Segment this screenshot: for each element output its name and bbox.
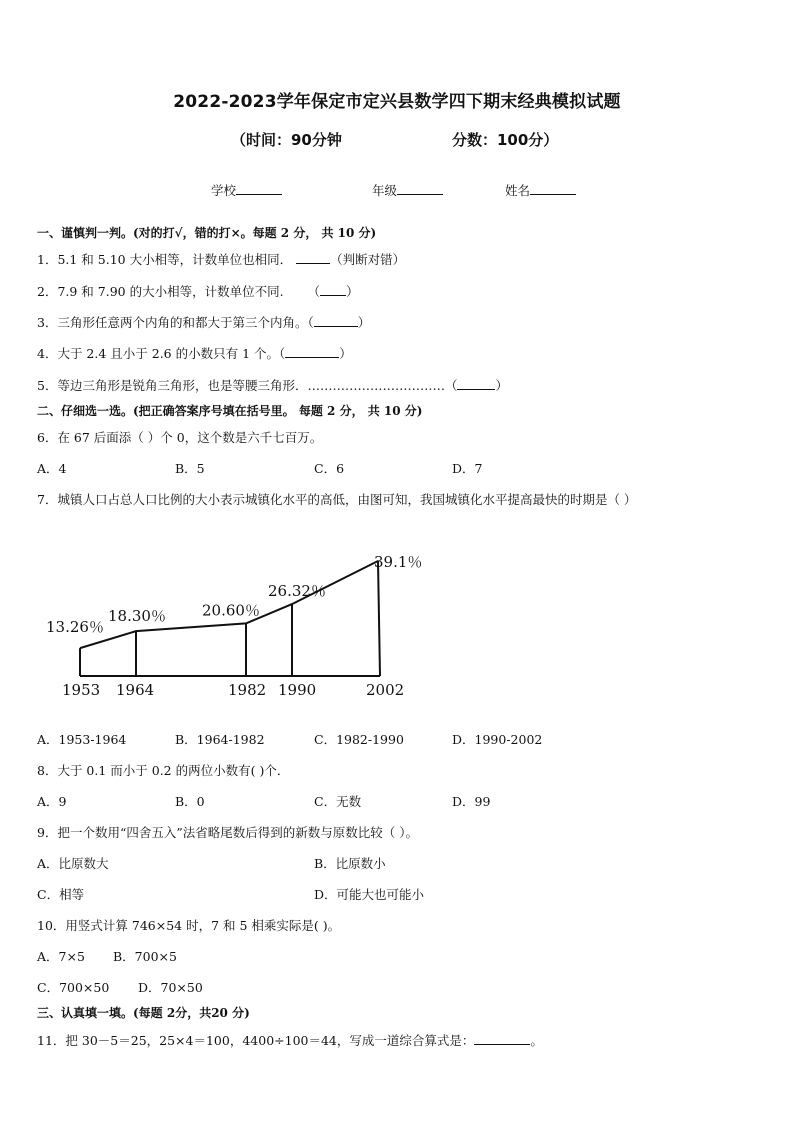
grade-field [372, 181, 443, 199]
chart-value-label: 39.1％ [374, 553, 423, 571]
q10-option-c[interactable]: C．700×50 [37, 980, 110, 995]
question-1 [37, 250, 405, 268]
chart-tick-label: 1964 [116, 681, 155, 699]
question-11-tail: 。 [530, 1033, 543, 1048]
question-3-text: 3．三角形任意两个内角的和都大于第三个内角。（ [37, 315, 314, 330]
question-3: 3．三角形任意两个内角的和都大于第三个内角。（ ） [37, 315, 371, 330]
chart-value-label: 18.30％ [108, 607, 166, 626]
chart-tick-label: 1982 [228, 681, 267, 699]
answer-blank-11[interactable] [474, 1033, 530, 1045]
chart-value-label: 26.32％ [268, 582, 326, 601]
q7-option-b[interactable]: B．1964-1982 [175, 732, 265, 747]
q8-option-b[interactable]: B．0 [175, 794, 205, 809]
q8-option-a[interactable]: A．9 [37, 794, 67, 809]
answer-blank-1[interactable] [296, 252, 330, 264]
chart-value-label: 13.26％ [46, 618, 104, 637]
school-blank[interactable] [236, 182, 282, 195]
urbanization-chart [30, 530, 450, 710]
q9-option-b[interactable]: B．比原数小 [314, 856, 386, 871]
name-blank[interactable] [530, 182, 576, 195]
question-1-text: 1．5.1 和 5.10 大小相等，计数单位也相同． [37, 252, 293, 267]
question-4: 4．大于 2.4 且小于 2.6 的小数只有 1 个。（ ） [37, 346, 352, 361]
chart-tick-label: 2002 [366, 681, 405, 699]
answer-blank-5[interactable] [457, 378, 495, 390]
question-11-text: 11．把 30－5＝25，25×4＝100，4400÷100＝44，写成一道综合算式是： [37, 1033, 475, 1048]
exam-time: （时间：90分钟 [231, 131, 342, 149]
question-2: 2．7.9 和 7.90 的大小相等，计数单位不同. （ ） [37, 284, 359, 299]
question-4-text: 4．大于 2.4 且小于 2.6 的小数只有 1 个。（ [37, 346, 286, 361]
question-1-tail: （判断对错） [330, 252, 406, 267]
q7-option-d[interactable]: D．1990-2002 [452, 732, 543, 747]
q8-option-d[interactable]: D．99 [452, 794, 491, 809]
section-heading-3: 三、认真填一填。(每题 2分，共20 分) [37, 1006, 250, 1020]
q9-option-d[interactable]: D．可能大也可能小 [314, 887, 425, 902]
name-label: 姓名 [505, 183, 531, 198]
chart-tick-label: 1990 [278, 681, 317, 699]
q6-option-c[interactable]: C．6 [314, 461, 345, 476]
answer-blank-4[interactable] [285, 346, 339, 358]
answer-blank-2[interactable] [320, 284, 346, 296]
q7-option-c[interactable]: C．1982-1990 [314, 732, 404, 747]
exam-score: 分数：100分） [452, 131, 559, 149]
page-title: 2022-2023学年保定市定兴县数学四下期末经典模拟试题 [173, 92, 621, 112]
q6-option-a[interactable]: A．4 [37, 461, 67, 476]
question-8: 8．大于 0.1 而小于 0.2 的两位小数有( )个． [37, 763, 290, 778]
chart-vertical-2002 [378, 561, 380, 676]
section-heading-1: 一、谨慎判一判。(对的打√，错的打×。每题 2 分， 共 10 分) [37, 226, 377, 240]
q10-option-b[interactable]: B．700×5 [113, 949, 177, 964]
question-6: 6．在 67 后面添（ ）个 0，这个数是六千七百万。 [37, 430, 323, 445]
school-field [211, 181, 282, 199]
answer-blank-3[interactable] [314, 315, 358, 327]
q10-option-a[interactable]: A．7×5 [37, 949, 85, 964]
chart-tick-label: 1953 [62, 681, 101, 699]
q8-option-c[interactable]: C．无数 [314, 794, 362, 809]
section-heading-2: 二、仔细选一选。(把正确答案序号填在括号里。 每题 2 分， 共 10 分) [37, 404, 423, 418]
q10-option-d[interactable]: D．70×50 [138, 980, 203, 995]
q6-option-b[interactable]: B．5 [175, 461, 205, 476]
question-2-text: 2．7.9 和 7.90 的大小相等，计数单位不同. [37, 284, 284, 299]
question-5: 5．等边三角形是锐角三角形，也是等腰三角形．……………………………（ ） [37, 378, 508, 393]
q9-option-a[interactable]: A．比原数大 [37, 856, 109, 871]
school-label: 学校 [211, 183, 237, 198]
chart-value-label: 20.60％ [202, 601, 260, 620]
q9-option-c[interactable]: C．相等 [37, 887, 85, 902]
q6-option-d[interactable]: D．7 [452, 461, 483, 476]
grade-label: 年级 [372, 183, 398, 198]
q7-option-a[interactable]: A．1953-1964 [37, 732, 127, 747]
grade-blank[interactable] [397, 182, 443, 195]
question-11 [37, 1031, 543, 1049]
name-field [505, 181, 576, 199]
question-5-text: 5．等边三角形是锐角三角形，也是等腰三角形．……………………………（ [37, 378, 458, 393]
question-10: 10．用竖式计算 746×54 时，7 和 5 相乘实际是( )。 [37, 918, 341, 933]
question-9: 9．把一个数用“四舍五入”法省略尾数后得到的新数与原数比较（ ）。 [37, 825, 418, 840]
question-7: 7．城镇人口占总人口比例的大小表示城镇化水平的高低，由图可知，我国城镇化水平提高最快的时期是（ ） [37, 492, 637, 507]
